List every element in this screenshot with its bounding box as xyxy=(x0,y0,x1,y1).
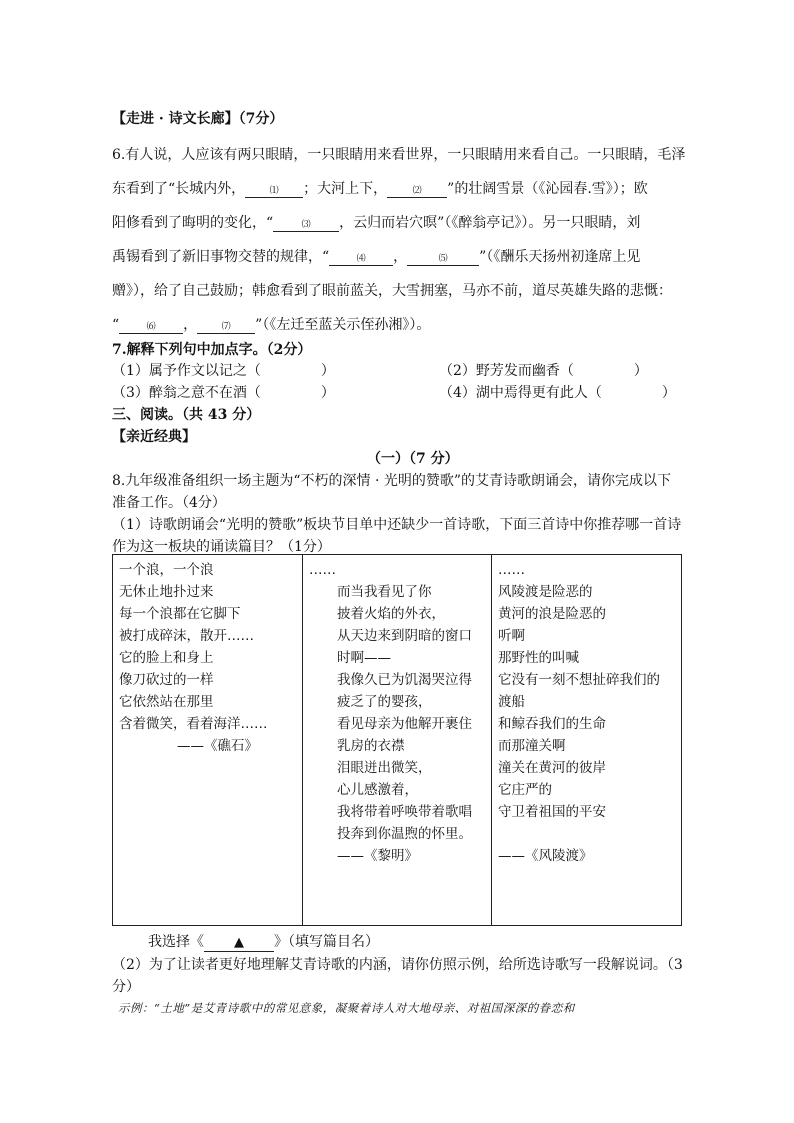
poem-reef: 一个浪，一个浪 无休止地扑过来 每一个浪都在它脚下 被打成碎沫，散开…… 它的脸上和身上 像刀砍过的一样 它依然站在那里 含着微笑，看着海洋…… ——《礁石》 xyxy=(113,555,303,926)
poem-dawn-source: ——《黎明》 xyxy=(337,848,418,864)
poem-dawn: …… 而当我看见了你 披着火焰的外衣， 从天边来到阴暗的窗口 时啊—— 我像久已为饥渴哭泣得 疲乏了的婴孩， 看见母亲为他解开裹住 乳房的衣襟 泪眼迸出微笑， 心儿感激着， 我将带着呼唤带着歌唱 投奔到你温煦的怀里。 ——《黎明》 xyxy=(303,555,492,926)
blank-4[interactable]: ⑷ xyxy=(329,253,393,266)
q8-sub2-line-1: （2）为了让读者更好地理解艾青诗歌的内涵，请你仿照示例，给所选诗歌写一段解说词。（3 xyxy=(112,957,683,973)
q7-item-3: （3）醉翁之意不在酒（ ） xyxy=(112,385,335,401)
section-score: （7分） xyxy=(238,111,284,127)
q8-line-1: 8.九年级准备组织一场主题为“不朽的深情 · 光明的赞歌”的艾青诗歌朗诵会，请你完成以下 xyxy=(112,473,672,489)
q6-line-2: 东看到了“长城内外， ⑴ ；大河上下， ⑵ ”的壮阔雪景（《沁园春.雪》）；欧 xyxy=(112,181,648,197)
q8-sub1-line-2: 作为这一板块的诵读篇目？（1分） xyxy=(112,539,331,555)
section-3-subtitle: 【亲近经典】 xyxy=(112,429,196,445)
q6-line-3: 阳修看到了晦明的变化，“ ⑶ ，云归而岩穴暝”（《醉翁亭记》）。另一只眼睛，刘 xyxy=(112,215,641,231)
example-text: 示例：“土地”是艾青诗歌中的常见意象，凝聚着诗人对大地母亲、对祖国深深的眷恋和 xyxy=(118,1001,575,1015)
blank-2[interactable]: ⑵ xyxy=(387,185,447,198)
q6-line-1: 6.有人说，人应该有两只眼睛，一只眼睛用来看世界，一只眼睛用来看自己。一只眼睛，毛泽 xyxy=(112,147,686,163)
q7-title: 7.解释下列句中加点字。（2分） xyxy=(112,342,312,358)
blank-6[interactable]: ⑹ xyxy=(119,321,183,334)
choose-line: 我选择《 ▲ 》（填写篇目名） xyxy=(148,934,379,950)
blank-3[interactable]: ⑶ xyxy=(273,219,339,232)
section-3-title: 三、阅读。（共 43 分） xyxy=(112,407,261,423)
poems-table xyxy=(112,554,682,926)
section-heading xyxy=(112,108,283,128)
q7-item-2: （2）野芳发而幽香（ ） xyxy=(439,363,648,379)
q7-item-4: （4）湖中焉得更有此人（ ） xyxy=(439,385,676,401)
q6-line-4: 禹锡看到了新旧事物交替的规律，“ ⑷ ， ⑸ ”（《酬乐天扬州初逢席上见 xyxy=(112,249,641,265)
q6-line-6: “ ⑹ ， ⑺ ”（《左迁至蓝关示侄孙湘》）。 xyxy=(112,317,431,333)
q8-sub1-line-1: （1）诗歌朗诵会“光明的赞歌”板块节目单中还缺少一首诗歌，下面三首诗中你推荐哪一首诗 xyxy=(112,517,682,533)
blank-5[interactable]: ⑸ xyxy=(407,253,479,266)
poem-fenglingdu-source: ——《风陵渡》 xyxy=(498,848,593,864)
choice-blank[interactable]: ▲ xyxy=(204,935,274,952)
poem-reef-source: ——《礁石》 xyxy=(177,738,258,754)
poem-fenglingdu: …… 风陵渡是险恶的 黄河的浪是险恶的 听啊 那野性的叫喊 它没有一刻不想扯碎我们的 渡船 和鲸吞我们的生命 而那潼关啊 潼关在黄河的彼岸 它庄严的 守卫着祖国的平安 ——《风陵渡》 xyxy=(492,555,682,926)
q6-line-5: 赠》），给了自己鼓励；韩愈看到了眼前蓝关，大雪拥塞，马亦不前，道尽英雄失路的悲慨： xyxy=(112,283,672,299)
part-one-title: （一）（7 分） xyxy=(367,451,459,467)
q8-line-2: 准备工作。（4分） xyxy=(112,495,226,511)
blank-7[interactable]: ⑺ xyxy=(197,321,255,334)
q8-sub2-line-2: 分） xyxy=(112,979,140,995)
q7-item-1: （1）属予作文以记之（ ） xyxy=(112,363,335,379)
blank-1[interactable]: ⑴ xyxy=(245,185,303,198)
section-title: 【走进 · 诗文长廊】 xyxy=(112,111,239,127)
